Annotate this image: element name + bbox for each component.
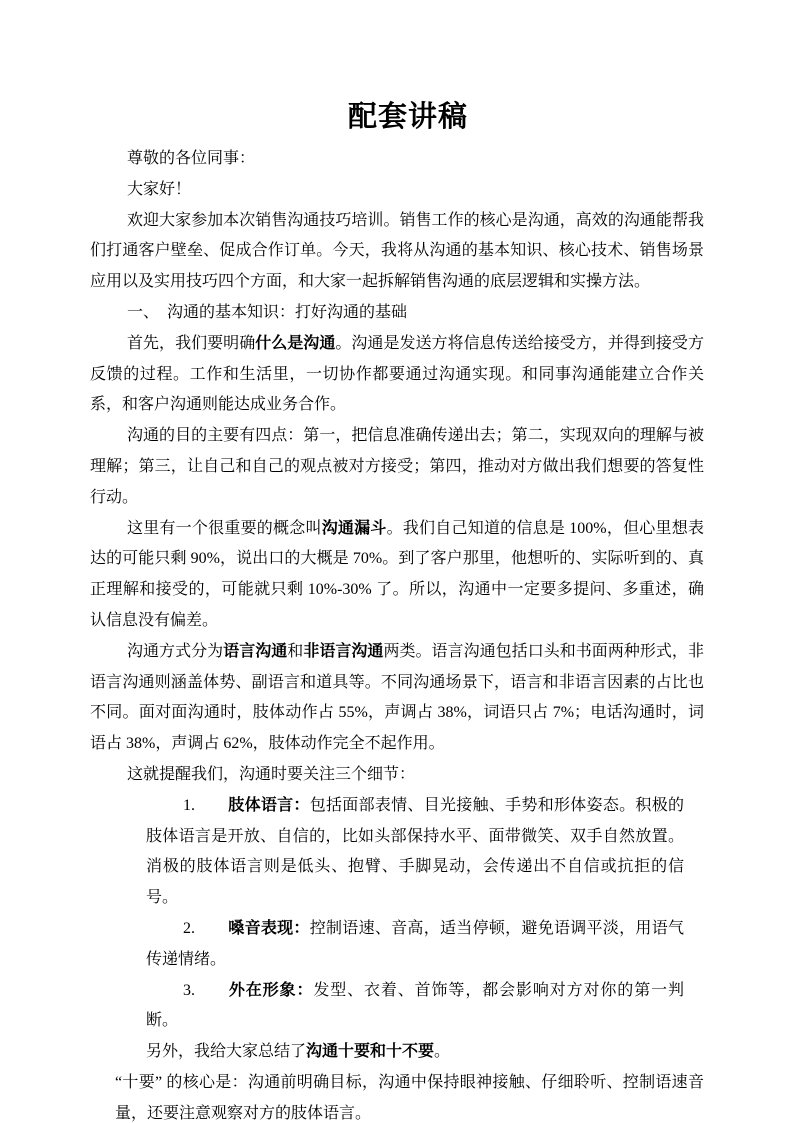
paragraph [90,760,704,791]
text-run: 包括面部表情、目光接触、手势和形体姿态。积极的肢体语言是开放、自信的，比如头部保持水平、面带微笑、双手自然放置。消极的肢体语言则是低头、抱臂、手脚晃动，会传递出不自信或抗拒的信号。 [146,796,684,907]
paragraph [115,1068,704,1123]
list-number: 2. [183,919,195,937]
text-run: 另外，我给大家总结了 [146,1043,307,1061]
text-run: 和 [287,642,304,660]
text-run: 沟通方式分为 [127,642,224,660]
text-run: 这就提醒我们，沟通时要关注三个细节： [127,765,416,783]
paragraph [90,637,704,760]
list-item [146,976,684,1038]
document-body [90,144,704,1123]
bold-text-run: 沟通十要和十不要 [306,1043,435,1061]
text-run: 尊敬的各位同事： [127,150,256,167]
paragraph [90,514,704,637]
list-number: 1. [183,796,195,814]
paragraph [90,421,704,513]
list-item [146,914,684,976]
text-run: 。沟通是发送方将信息传送给接受方，并得到接受方反馈的过程。工作和生活里，一切协作都要通过沟通实现。和同事沟通能建立合作关系，和客户沟通则能达成业务合作。 [90,334,704,414]
bold-text-run: 什么是沟通 [255,334,336,352]
section-heading [90,298,704,329]
paragraph [90,329,704,421]
bold-text-run: 沟通漏斗 [321,519,387,537]
text-run: 欢迎大家参加本次销售沟通技巧培训。销售工作的核心是沟通，高效的沟通能帮我们打通客户壁垒、促成合作订单。今天，我将从沟通的基本知识、核心技术、销售场景应用以及实用技巧四个方面，和大家一起拆解销售沟通的底层逻辑和实操方法。 [90,211,704,291]
text-run: 一、 沟通的基本知识：打好沟通的基础 [127,303,408,321]
bold-text-run: 外在形象： [228,981,314,999]
text-run: 发型、衣着、首饰等，都会影响对方对你的第一判断。 [146,981,684,1030]
text-run: 。我们自己知道的信息是 100%，但心里想表达的可能只剩 90%，说出口的大概是 70%。到了客户那里，他想听的、实际听到的、真正理解和接受的，可能就只剩 10%-30% 了。所以，沟通中一定要多提问、多重述，确认信息没有偏差。 [90,519,704,629]
text-run: 大家好！ [127,180,192,198]
text-run: 首先，我们要明确 [127,334,256,352]
text-run: 沟通的目的主要有四点：第一，把信息准确传递出去；第二，实现双向的理解与被理解；第三，让自己和自己的观点被对方接受；第四，推动对方做出我们想要的答复性行动。 [90,427,704,506]
text-run: 这里有一个很重要的概念叫 [127,519,322,537]
text-run: “十要” 的核心是：沟通前明确目标，沟通中保持眼神接触、仔细聆听、控制语速音量，还要注意观察对方的肢体语言。 [115,1073,704,1122]
bold-text-run: 嗓音表现： [228,919,310,937]
list-item [146,791,684,914]
list-number: 3. [183,981,195,999]
bold-text-run: 语言沟通 [223,642,288,660]
paragraph [90,175,704,206]
paragraph [146,1037,704,1068]
text-run: 两类。语言沟通包括口头和书面两种形式，非语言沟通则涵盖体势、副语言和道具等。不同沟通场景下，语言和非语言因素的占比也不同。面对面沟通时，肢体动作占 55%，声调占 38%，词语只占 7%；电话沟通时，词语占 38%，声调占 62%，肢体动作完全不起作用。 [90,642,704,753]
paragraph [90,144,704,175]
bold-text-run: 非语言沟通 [303,642,384,660]
text-run: 。 [434,1043,451,1061]
paragraph [90,206,704,298]
bold-text-run: 肢体语言： [228,796,310,814]
document-title: 配套讲稿 [347,101,468,133]
text-run: 控制语速、音高，适当停顿，避免语调平淡，用语气传递情绪。 [146,919,684,968]
